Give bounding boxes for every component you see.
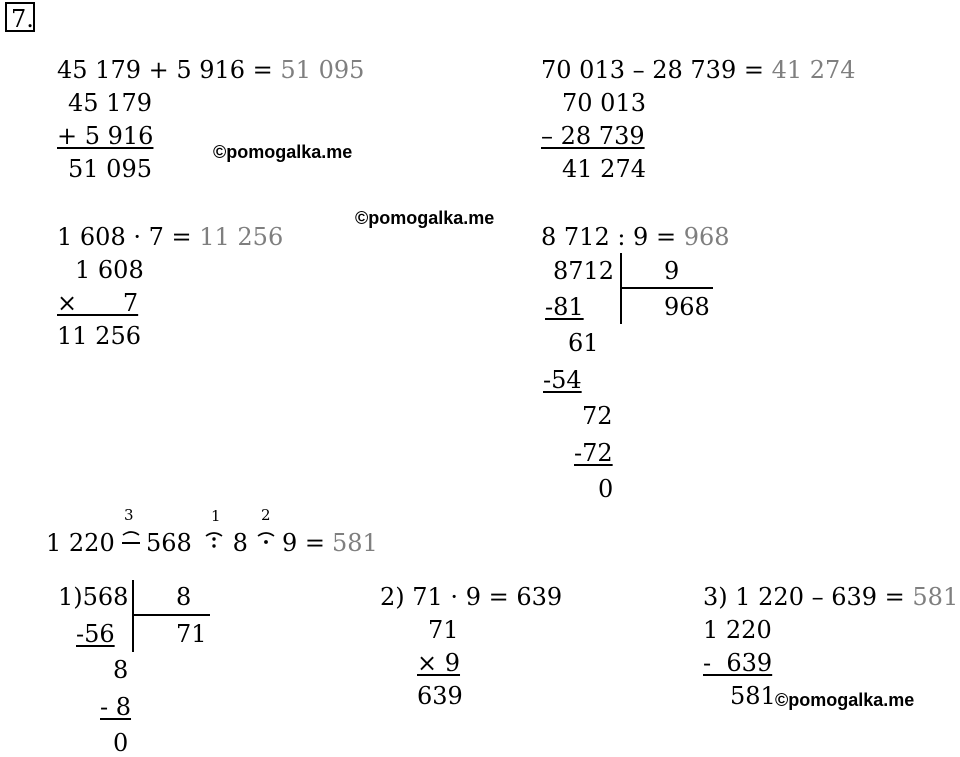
watermark: ©pomogalka.me	[775, 690, 915, 710]
addition-expression	[57, 56, 364, 84]
compound-part: 8	[225, 529, 256, 557]
division-bar-horizontal	[620, 287, 713, 289]
multiplication-col-second: × 7	[57, 289, 139, 317]
addition-result: 51 095	[280, 56, 365, 84]
step3-expression	[703, 583, 958, 611]
division-divisor: 9	[664, 257, 680, 285]
division-step: -72	[574, 439, 613, 467]
step1-step: 8	[113, 656, 129, 684]
minus-sign-icon	[120, 530, 142, 548]
order-mark: 1	[211, 507, 221, 525]
multiplication-col-result: 11 256	[57, 322, 141, 350]
addition-col-result: 51 095	[68, 155, 152, 183]
step1-quotient: 71	[176, 620, 207, 648]
compound-part: 9 =	[282, 529, 333, 557]
division-step: -54	[543, 366, 582, 394]
watermark: ©pomogalka.me	[213, 142, 353, 162]
division-dividend: 8712	[553, 257, 615, 285]
step2-expression: 2) 71 · 9 = 639	[380, 583, 563, 611]
subtraction-col-result: 41 274	[562, 155, 646, 183]
step1-dividend: 568	[82, 583, 129, 611]
subtraction-expr-text: 70 013 – 28 739 =	[541, 56, 772, 84]
division-step: 72	[582, 402, 613, 430]
order-mark: 3	[124, 506, 134, 524]
subtraction-expression	[541, 56, 856, 84]
step1-step: 0	[113, 729, 129, 757]
division-step: 0	[598, 475, 614, 503]
multiply-sign-icon	[255, 530, 277, 550]
step1-bar-vertical	[132, 580, 134, 652]
watermark: ©pomogalka.me	[355, 208, 495, 228]
multiplication-expression	[57, 223, 283, 251]
step3-expr-text: 3) 1 220 – 639 =	[703, 583, 913, 611]
step2-col-result: 639	[417, 682, 463, 710]
order-mark: 2	[261, 506, 271, 524]
step1-step: -56	[76, 620, 115, 648]
step2-col-top: 71	[428, 616, 459, 644]
step3-result: 581	[912, 583, 959, 611]
step3-col-top: 1 220	[703, 616, 772, 644]
addition-col-top: 45 179	[68, 89, 152, 117]
division-step: 61	[568, 329, 599, 357]
multiplication-expr-text: 1 608 · 7 =	[57, 223, 200, 251]
step2-col-second: × 9	[417, 649, 461, 677]
step1-divisor: 8	[176, 583, 192, 611]
subtraction-col-second: – 28 739	[541, 122, 645, 150]
division-step: -81	[545, 293, 584, 321]
division-sign-icon	[203, 530, 225, 550]
division-quotient: 968	[664, 293, 710, 321]
division-expression	[541, 223, 730, 251]
step1-label-text: 1)	[58, 583, 83, 611]
step1-label	[58, 583, 128, 611]
addition-col-second: + 5 916	[57, 122, 154, 150]
multiplication-col-top: 1 608	[75, 256, 144, 284]
step3-col-result: 581	[730, 682, 776, 710]
task-number: 7.	[5, 2, 35, 32]
compound-part: 1 220	[46, 529, 123, 557]
step1-bar-horizontal	[132, 614, 210, 616]
subtraction-col-top: 70 013	[562, 89, 646, 117]
step3-col-second: - 639	[703, 649, 773, 677]
division-expr-text: 8 712 : 9 =	[541, 223, 684, 251]
multiplication-result: 11 256	[199, 223, 284, 251]
subtraction-result: 41 274	[771, 56, 856, 84]
compound-result: 581	[332, 529, 378, 557]
addition-expr-text: 45 179 + 5 916 =	[57, 56, 281, 84]
division-result: 968	[683, 223, 730, 251]
step1-step: - 8	[100, 693, 132, 721]
compound-part: 568	[146, 529, 200, 557]
